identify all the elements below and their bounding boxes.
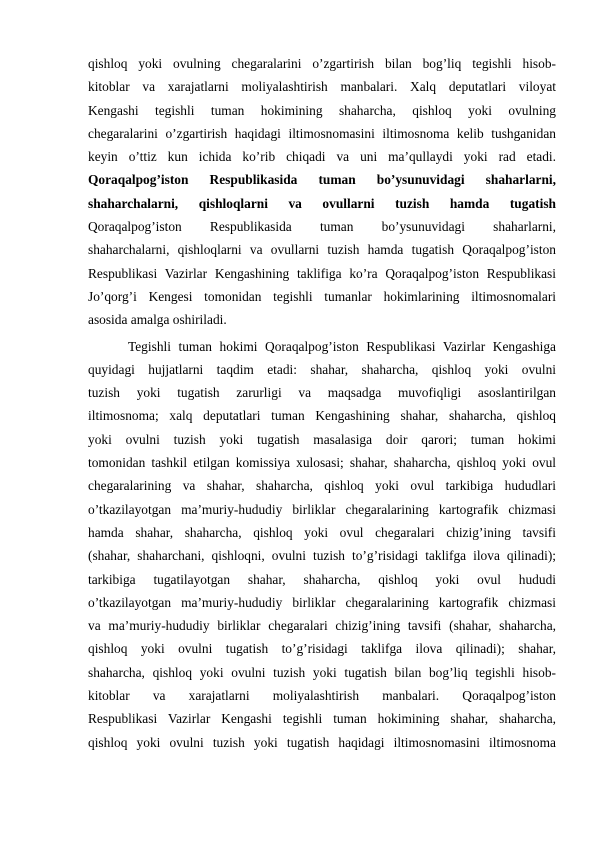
text-line: kitoblar va xarajatlarni moliyalashtirish manbalari. Qoraqalpog’iston bbox=[88, 688, 556, 704]
text-line: qishloq yoki ovulning chegaralarini o’zgartirish bilan bog’liq tegishli hisob- bbox=[88, 56, 556, 71]
text-line: qishloq yoki ovulni tugatish to’g’risidagi taklifga ilova qilinadi); shahar, bbox=[88, 641, 556, 657]
section-heading-line: Qoraqalpog’iston Respublikasida tuman bo’ysunuvidagi shaharlarni, bbox=[88, 172, 556, 188]
text-line: o’tkazilayotgan ma’muriy-hududiy birliklar chegaralarining kartografik chizmasi bbox=[88, 501, 556, 517]
document-page bbox=[88, 52, 556, 754]
text-line: va ma’muriy-hududiy birliklar chegaralari chizig’ining tavsifi (shahar, shaharcha, bbox=[88, 618, 556, 634]
text-line: kitoblar va xarajatlarni moliyalashtirish manbalari. Xalq deputatlari viloyat bbox=[88, 79, 556, 95]
text-line: tuzish yoki tugatish zarurligi va maqsadga muvofiqligi asoslantirilgan bbox=[88, 385, 556, 401]
text-line: asosida amalga oshiriladi. bbox=[88, 312, 227, 328]
text-line: Respublikasi Vazirlar Kengashining taklifiga ko’ra Qoraqalpog’iston Respublikasi bbox=[88, 265, 556, 281]
text-line: qishloq yoki ovulni tuzish yoki tugatish haqidagi iltimosnomasini iltimosnoma bbox=[88, 734, 556, 750]
text-line: shaharcha, qishloq yoki ovulni tuzish yoki tugatish bilan bog’liq tegishli hisob- bbox=[88, 664, 556, 680]
paragraph-first-line: Tegishli tuman hokimi Qoraqalpog’iston Respublikasi Vazirlar Kengashiga bbox=[128, 338, 556, 354]
text-line: tarkibiga tugatilayotgan shahar, shaharcha, qishloq yoki ovul hududi bbox=[88, 571, 556, 587]
text-line: quyidagi hujjatlarni taqdim etadi: shahar, shaharcha, qishloq yoki ovulni bbox=[88, 361, 556, 377]
text-line: chegaralarini o’zgartirish haqidagi iltimosnomasini iltimosnoma kelib tushganidan bbox=[88, 125, 556, 141]
text-line: (shahar, shaharchani, qishloqni, ovulni tuzish to’g’risidagi taklifga ilova qilinadi); bbox=[88, 548, 556, 564]
text-line: keyin o’ttiz kun ichida ko’rib chiqadi va uni ma’qullaydi yoki rad etadi. bbox=[88, 149, 556, 165]
text-line: shaharchalarni, qishloqlarni va ovullarni tuzish hamda tugatish Qoraqalpog’iston bbox=[88, 242, 556, 258]
text-line: tomonidan tashkil etilgan komissiya xulosasi; shahar, shaharcha, qishloq yoki ovul bbox=[88, 455, 556, 471]
text-line: hamda shahar, shaharcha, qishloq yoki ovul chegaralari chizig’ining tavsifi bbox=[88, 524, 556, 540]
text-line: o’tkazilayotgan ma’muriy-hududiy birliklar chegaralarining kartografik chizmasi bbox=[88, 594, 556, 610]
section-heading-line: shaharchalarni, qishloqlarni va ovullarni tuzish hamda tugatish bbox=[88, 195, 556, 211]
text-line: Qoraqalpog’iston Respublikasida tuman bo’ysunuvidagi shaharlarni, bbox=[88, 219, 556, 235]
text-line: yoki ovulni tuzish yoki tugatish masalasiga doir qarori; tuman hokimi bbox=[88, 431, 556, 447]
text-line: iltimosnoma; xalq deputatlari tuman Kengashining shahar, shaharcha, qishloq bbox=[88, 408, 556, 424]
text-line: Kengashi tegishli tuman hokimining shaharcha, qishloq yoki ovulning bbox=[88, 102, 556, 118]
text-line: Respublikasi Vazirlar Kengashi tegishli tuman hokimining shahar, shaharcha, bbox=[88, 711, 556, 727]
text-line: chegaralarining va shahar, shaharcha, qishloq yoki ovul tarkibiga hududlari bbox=[88, 478, 556, 494]
text-line: Jo’qorg’i Kengesi tomonidan tegishli tumanlar hokimlarining iltimosnomalari bbox=[88, 288, 556, 304]
